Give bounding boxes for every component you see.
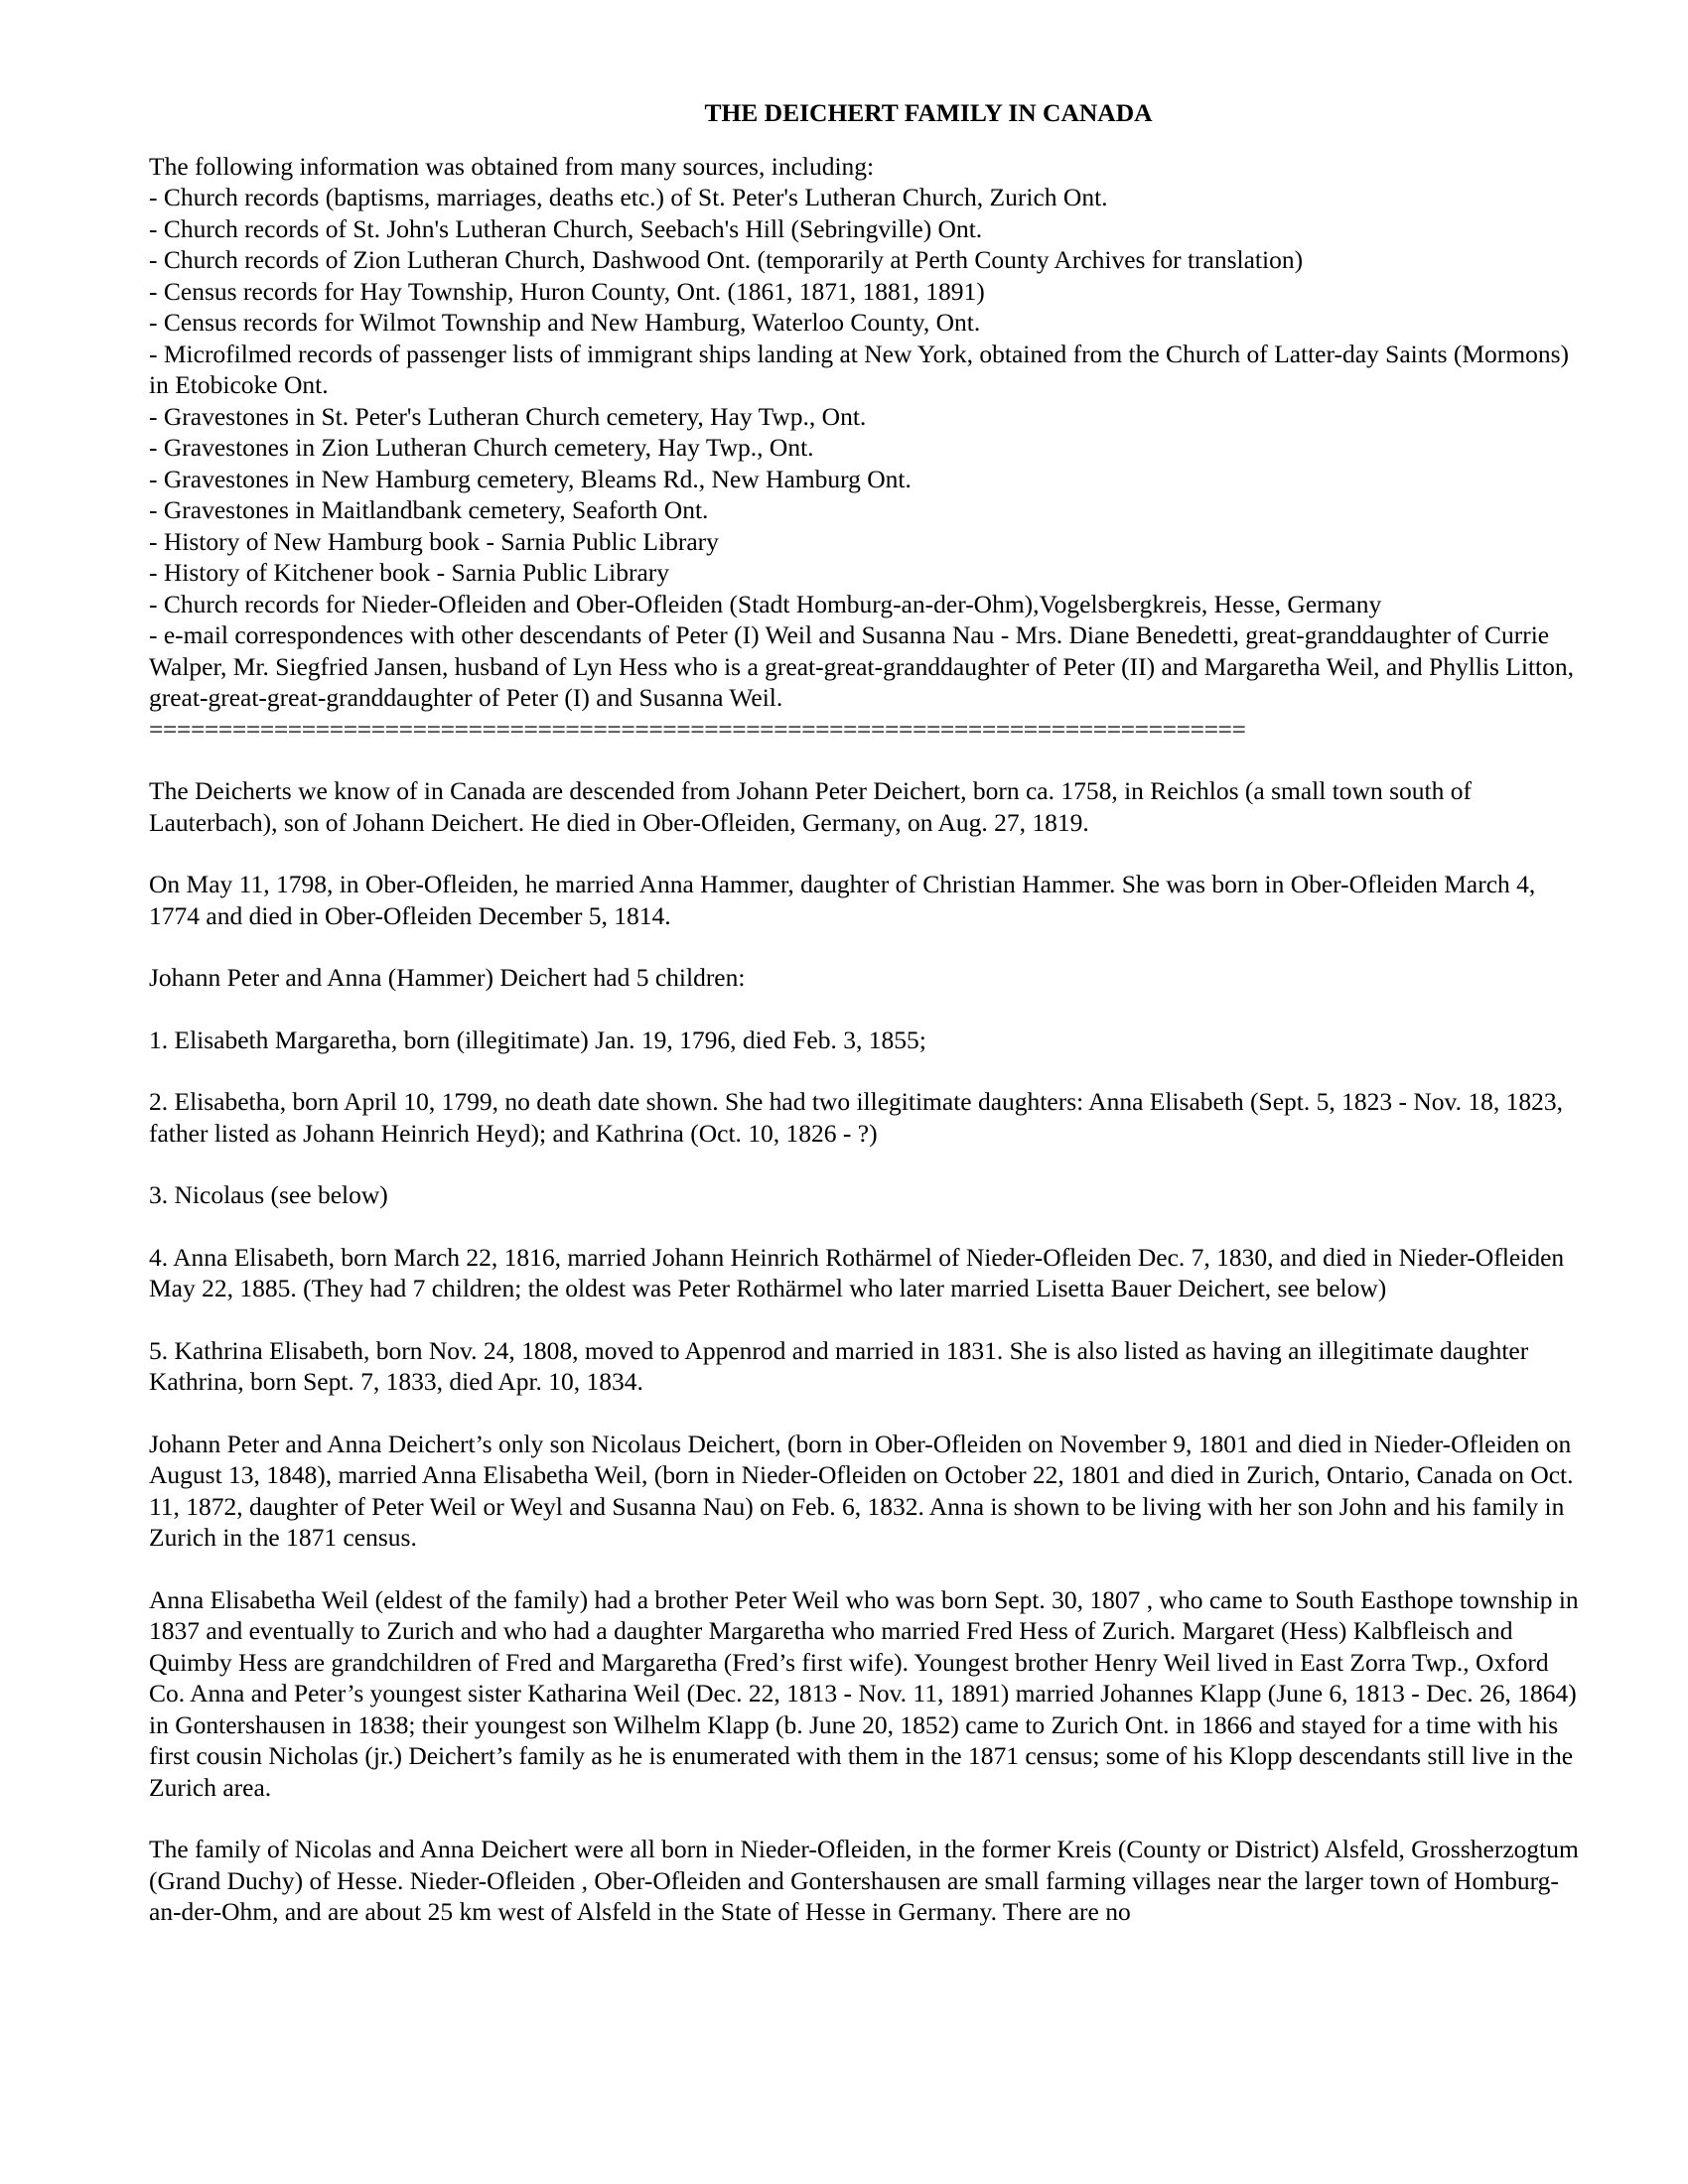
source-item: - Gravestones in Maitlandbank cemetery, Seaforth Ont. [149,495,709,524]
paragraph-hesse-origin: The family of Nicolas and Anna Deichert were all born in Nieder-Ofleiden, in the former Kreis (County or District) Alsfeld, Grossherzogtum (Grand Duchy) of Hesse. Nieder-Ofleiden , Ober-Ofleiden and Gontershausen are small farming villages near the larger town of Homburg-an-der-Ohm, and are about 25 km west of Alsfeld in the State of Hesse in Germany. There are no [149,1835,1579,1926]
source-item: - History of New Hamburg book - Sarnia Public Library [149,526,719,556]
source-item: - Census records for Hay Township, Huron County, Ont. (1861, 1871, 1881, 1891) [149,276,985,306]
child-item: 1. Elisabeth Margaretha, born (illegitimate) Jan. 19, 1796, died Feb. 3, 1855; [149,1024,926,1054]
separator-rule: =============================================================================== [149,714,1246,744]
source-item: - History of Kitchener book - Sarnia Public Library [149,558,670,587]
source-list [149,182,1579,714]
source-item: - e-mail correspondences with other descendants of Peter (I) Weil and Susanna Nau - Mrs. Diane Benedetti, great-granddaughter of Currie Walper, Mr. Siegfried Jansen, husband of Lyn Hess who is a great-great-granddaughter of Peter (II) and Margaretha Weil, and Phyllis Litton, great-great-great-granddaughter of Peter (I) and Susanna Weil. [149,620,1574,712]
source-item: - Gravestones in New Hamburg cemetery, Bleams Rd., New Hamburg Ont. [149,464,912,493]
children-list [149,1024,1579,1398]
source-item: - Microfilmed records of passenger lists of immigrant ships landing at New York, obtained from the Church of Latter-day Saints (Mormons) in Etobicoke Ont. [149,339,1570,399]
paragraph-marriage: On May 11, 1798, in Ober-Ofleiden, he married Anna Hammer, daughter of Christian Hammer. She was born in Ober-Ofleiden March 4, 1774 and died in Ober-Ofleiden December 5, 1814. [149,870,1536,930]
source-item: - Church records of Zion Lutheran Church, Dashwood Ont. (temporarily at Perth County Archives for translation) [149,245,1304,274]
paragraph-origin: The Deicherts we know of in Canada are descended from Johann Peter Deichert, born ca. 1758, in Reichlos (a small town south of Lauterbach), son of Johann Deichert. He died in Ober-Ofleiden, Germany, on Aug. 27, 1819. [149,776,1472,837]
source-item: - Church records for Nieder-Ofleiden and Ober-Ofleiden (Stadt Homburg-an-der-Ohm),Vogelsbergkreis, Hesse, Germany [149,589,1382,618]
source-item: - Census records for Wilmot Township and New Hamburg, Waterloo County, Ont. [149,308,981,337]
document-page [149,97,1579,1959]
source-item: - Gravestones in St. Peter's Lutheran Church cemetery, Hay Twp., Ont. [149,401,867,431]
paragraph-weil-family: Anna Elisabetha Weil (eldest of the family) had a brother Peter Weil who was born Sept. 30, 1807 , who came to South Easthope township in 1837 and eventually to Zurich and who had a daughter Margaretha who married Fred Hess of Zurich. Margaret (Hess) Kalbfleisch and Quimby Hess are grandchildren of Fred and Margaretha (Fred’s first wife). Youngest brother Henry Weil lived in East Zorra Twp., Oxford Co. Anna and Peter’s youngest sister Katharina Weil (Dec. 22, 1813 - Nov. 11, 1891) married Johannes Klapp (June 6, 1813 - Dec. 26, 1864) in Gontershausen in 1838; their youngest son Wilhelm Klapp (b. June 20, 1852) came to Zurich Ont. in 1866 and stayed for a time with his first cousin Nicholas (jr.) Deichert’s family as he is enumerated with them in the 1871 census; some of his Klopp descendants still live in the Zurich area. [149,1584,1579,1802]
child-item: 5. Kathrina Elisabeth, born Nov. 24, 1808, moved to Appenrod and married in 1831. She is also listed as having an illegitimate daughter Kathrina, born Sept. 7, 1833, died Apr. 10, 1834. [149,1335,1529,1396]
source-item: - Gravestones in Zion Lutheran Church cemetery, Hay Twp., Ont. [149,433,814,462]
document-title: THE DEICHERT FAMILY IN CANADA [704,98,1153,127]
source-item: - Church records (baptisms, marriages, deaths etc.) of St. Peter's Lutheran Church, Zurich Ont. [149,183,1108,211]
source-item: - Church records of St. John's Lutheran Church, Seebach's Hill (Sebringville) Ont. [149,213,983,243]
paragraph-children-intro: Johann Peter and Anna (Hammer) Deichert had 5 children: [149,963,746,992]
sources-intro: The following information was obtained from many sources, including: [149,151,875,181]
child-item: 4. Anna Elisabeth, born March 22, 1816, married Johann Heinrich Rothärmel of Nieder-Ofleiden Dec. 7, 1830, and died in Nieder-Ofleiden May 22, 1885. (They had 7 children; the oldest was Peter Rothärmel who later married Lisetta Bauer Deichert, see below) [149,1242,1565,1302]
paragraph-nicolaus: Johann Peter and Anna Deichert’s only son Nicolaus Deichert, (born in Ober-Ofleiden on November 9, 1801 and died in Nieder-Ofleiden on August 13, 1848), married Anna Elisabetha Weil, (born in Nieder-Ofleiden on October 22, 1801 and died in Zurich, Ontario, Canada on Oct. 11, 1872, daughter of Peter Weil or Weyl and Susanna Nau) on Feb. 6, 1832. Anna is shown to be living with her son John and his family in Zurich in the 1871 census. [149,1429,1574,1552]
child-item: 3. Nicolaus (see below) [149,1180,388,1209]
child-item: 2. Elisabetha, born April 10, 1799, no death date shown. She had two illegitimate daughters: Anna Elisabeth (Sept. 5, 1823 - Nov. 18, 1823, father listed as Johann Heinrich Heyd); and Kathrina (Oct. 10, 1826 - ?) [149,1087,1563,1148]
